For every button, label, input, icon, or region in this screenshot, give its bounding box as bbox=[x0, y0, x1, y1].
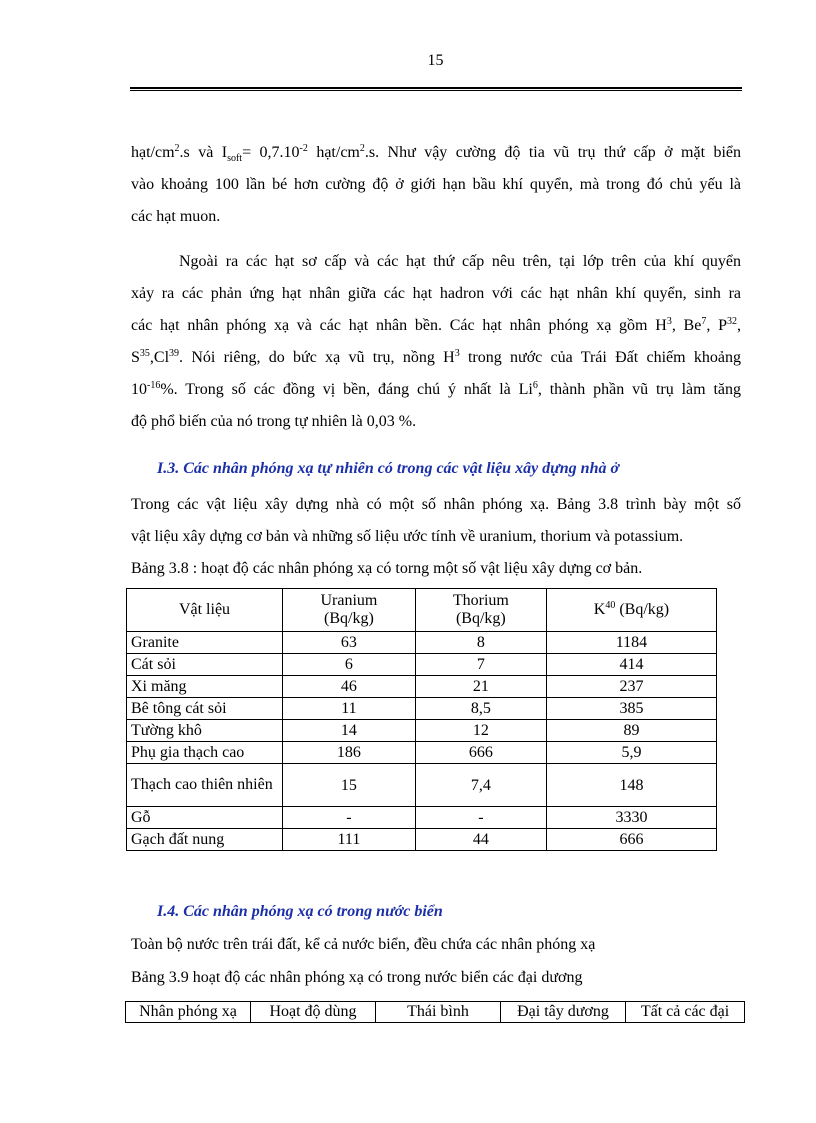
cell-k40: 89 bbox=[546, 720, 716, 742]
cell-material: Gạch đất nung bbox=[127, 829, 283, 851]
cell-material: Granite bbox=[127, 632, 283, 654]
paragraph-2-line-1: Ngoài ra các hạt sơ cấp và các hạt thứ cấp nêu trên, tại lớp trên của khí quyển bbox=[179, 253, 741, 270]
col-header-thorium: Thorium (Bq/kg) bbox=[415, 589, 546, 632]
cell-material: Tường khô bbox=[127, 720, 283, 742]
paragraph-2-line-2: xảy ra các phản ứng hạt nhân giữa các hạt hadron với các hạt nhân khí quyển, sinh ra bbox=[131, 285, 741, 302]
cell-uranium: 15 bbox=[283, 764, 416, 807]
paragraph-2-line-3: các hạt nhân phóng xạ và các hạt nhân bền. Các hạt nhân phóng xạ gồm $H^3$, Be$^7$, $P^{32}$, bbox=[131, 316, 741, 334]
cell-thorium: 12 bbox=[415, 720, 546, 742]
cell-k40: 1184 bbox=[546, 632, 716, 654]
paragraph-2-line-5: $10^{-16}\%$. Trong số các đồng vị bền, đáng chú ý nhất là Li$^6$, thành phần vũ trụ làm tăng bbox=[131, 380, 741, 398]
table-row bbox=[127, 654, 717, 676]
cell-thorium: - bbox=[415, 807, 546, 829]
cell-material: Cát sỏi bbox=[127, 654, 283, 676]
col-header-material: Vật liệu bbox=[127, 589, 283, 632]
table-row bbox=[127, 632, 717, 654]
cell-material: Phụ gia thạch cao bbox=[127, 742, 283, 764]
section-1-4-line-1: Toàn bộ nước trên trái đất, kể cả nước biển, đều chứa các nhân phóng xạ bbox=[131, 936, 596, 953]
cell-k40: 666 bbox=[546, 829, 716, 851]
col-header-uranium: Uranium (Bq/kg) bbox=[283, 589, 416, 632]
cell-thorium: 8 bbox=[415, 632, 546, 654]
table-row bbox=[127, 807, 717, 829]
cell-k40: 5,9 bbox=[546, 742, 716, 764]
table-3-9 bbox=[125, 1001, 745, 1023]
section-1-3-heading: I.3. Các nhân phóng xạ tự nhiên có trong các vật liệu xây dựng nhà ở bbox=[157, 460, 620, 477]
cell-thorium: 44 bbox=[415, 829, 546, 851]
table-row bbox=[127, 698, 717, 720]
cell-k40: 414 bbox=[546, 654, 716, 676]
cell-k40: 237 bbox=[546, 676, 716, 698]
cell-k40: 3330 bbox=[546, 807, 716, 829]
table-row bbox=[127, 720, 717, 742]
page-number: 15 bbox=[427, 52, 444, 69]
table-header-row bbox=[127, 589, 717, 632]
cell-uranium: 111 bbox=[283, 829, 416, 851]
cell-k40: 148 bbox=[546, 764, 716, 807]
cell-k40: 385 bbox=[546, 698, 716, 720]
table-3-8 bbox=[126, 588, 717, 851]
table-row bbox=[127, 829, 717, 851]
paragraph-1-line-2: vào khoảng 100 lần bé hơn cường độ ở giới hạn bầu khí quyển, mà trong đó chủ yếu là bbox=[131, 176, 741, 193]
cell-material: Thạch cao thiên nhiên bbox=[127, 764, 283, 807]
paragraph-2 bbox=[131, 246, 741, 438]
col-header-all-oceans: Tất cả các đại bbox=[626, 1002, 745, 1023]
cell-uranium: 186 bbox=[283, 742, 416, 764]
cell-uranium: 14 bbox=[283, 720, 416, 742]
paragraph-2-line-4: $S^{35},Cl^{39}$. Nói riêng, do bức xạ vũ trụ, nồng $H^3$ trong nước của Trái Đất chiếm khoảng bbox=[131, 348, 741, 366]
cell-thorium: 21 bbox=[415, 676, 546, 698]
table-3-8-caption: Bảng 3.8 : hoạt độ các nhân phóng xạ có torng một số vật liệu xây dựng cơ bản. bbox=[131, 560, 643, 577]
col-header-activity: Hoạt độ dùng bbox=[251, 1002, 376, 1023]
header-rule bbox=[130, 87, 742, 91]
table-3-9-caption: Bảng 3.9 hoạt độ các nhân phóng xạ có trong nước biển các đại dương bbox=[131, 969, 583, 986]
cell-material: Bê tông cát sỏi bbox=[127, 698, 283, 720]
cell-uranium: 6 bbox=[283, 654, 416, 676]
table-row bbox=[127, 676, 717, 698]
paragraph-1-line-1: hạt/$cm^2.s$ và $I_{soft}= 0,7.10^{-2}$ hạt/$cm^2.s$. Như vậy cường độ tia vũ trụ thứ cấp ở mặt biển bbox=[131, 143, 741, 164]
cell-uranium: - bbox=[283, 807, 416, 829]
cell-thorium: 8,5 bbox=[415, 698, 546, 720]
table-row bbox=[127, 742, 717, 764]
col-header-radionuclide: Nhân phóng xạ bbox=[126, 1002, 251, 1023]
cell-material: Gỗ bbox=[127, 807, 283, 829]
section-1-3-line-2: vật liệu xây dựng cơ bản và những số liệu ước tính về uranium, thorium và potassium. bbox=[131, 528, 684, 545]
table-header-row bbox=[126, 1002, 745, 1023]
paragraph-2-line-6: độ phổ biến của nó trong tự nhiên là 0,03 %. bbox=[131, 413, 417, 430]
cell-thorium: 7,4 bbox=[415, 764, 546, 807]
cell-thorium: 7 bbox=[415, 654, 546, 676]
section-1-4-heading: I.4. Các nhân phóng xạ có trong nước biển bbox=[157, 903, 443, 920]
section-1-3-line-1: Trong các vật liệu xây dựng nhà có một số nhân phóng xạ. Bảng 3.8 trình bày một số bbox=[131, 496, 741, 513]
col-header-pacific: Thái bình bbox=[376, 1002, 501, 1023]
paragraph-1-line-3: các hạt muon. bbox=[131, 208, 221, 225]
cell-uranium: 46 bbox=[283, 676, 416, 698]
cell-uranium: 11 bbox=[283, 698, 416, 720]
cell-uranium: 63 bbox=[283, 632, 416, 654]
paragraph-1 bbox=[131, 137, 741, 233]
table-row bbox=[127, 764, 717, 807]
col-header-atlantic: Đại tây dương bbox=[501, 1002, 626, 1023]
section-1-3-text bbox=[131, 489, 741, 585]
cell-material: Xi măng bbox=[127, 676, 283, 698]
cell-thorium: 666 bbox=[415, 742, 546, 764]
col-header-k40: $K^{40}$ (Bq/kg) bbox=[546, 589, 716, 632]
